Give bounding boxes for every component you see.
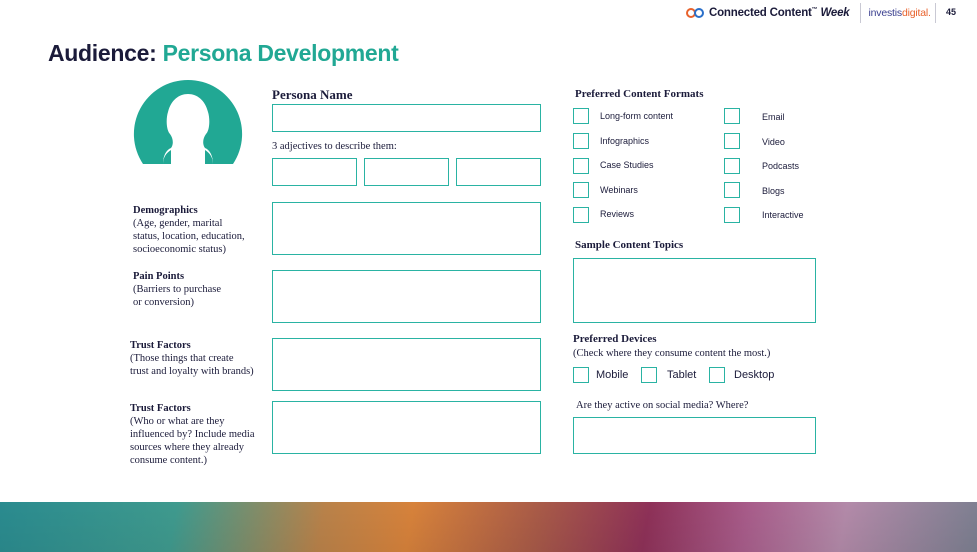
social-field[interactable] xyxy=(573,417,816,454)
checkbox-long-form[interactable] xyxy=(573,108,589,124)
brand-name: Connected Content™ Week xyxy=(709,7,850,19)
adjective-field-2[interactable] xyxy=(364,158,449,186)
trust-factors-label: Trust Factors (Those things that create trust and loyalty with brands) xyxy=(130,340,254,377)
option-infographics: Infographics xyxy=(600,136,650,146)
person-silhouette-icon xyxy=(133,78,243,170)
sample-topics-heading: Sample Content Topics xyxy=(575,239,684,251)
checkbox-reviews[interactable] xyxy=(573,207,589,223)
demographics-field[interactable] xyxy=(272,202,541,255)
device-mobile: Mobile xyxy=(596,369,629,381)
brand-logo xyxy=(686,7,850,19)
brand-divider xyxy=(860,3,861,23)
option-interactive: Interactive xyxy=(762,210,804,220)
checkbox-mobile[interactable] xyxy=(573,367,589,383)
option-long-form: Long-form content xyxy=(600,111,674,121)
adjective-field-1[interactable] xyxy=(272,158,357,186)
sample-topics-field[interactable] xyxy=(573,258,816,323)
checkbox-email[interactable] xyxy=(724,108,740,124)
checkbox-case-studies[interactable] xyxy=(573,158,589,174)
partner-logo: investisdigital. xyxy=(868,7,931,19)
persona-name-field[interactable] xyxy=(272,104,541,132)
option-podcasts: Podcasts xyxy=(762,161,800,171)
page-title: Audience: Persona Development xyxy=(48,40,399,66)
option-video: Video xyxy=(762,137,785,147)
checkbox-desktop[interactable] xyxy=(709,367,725,383)
adjectives-label: 3 adjectives to describe them: xyxy=(272,141,397,152)
devices-subheading: (Check where they consume content the most.) xyxy=(573,348,771,359)
influencers-field[interactable] xyxy=(272,401,541,454)
infinity-rings-icon xyxy=(686,7,706,19)
page-number-divider xyxy=(935,3,936,23)
option-blogs: Blogs xyxy=(762,186,785,196)
persona-name-label: Persona Name xyxy=(272,87,353,102)
footer-band-shade xyxy=(0,502,977,552)
checkbox-video[interactable] xyxy=(724,133,740,149)
trust-factors-field[interactable] xyxy=(272,338,541,391)
content-formats-heading: Preferred Content Formats xyxy=(575,88,704,100)
checkbox-podcasts[interactable] xyxy=(724,158,740,174)
checkbox-interactive[interactable] xyxy=(724,207,740,223)
devices-heading: Preferred Devices xyxy=(573,333,657,345)
device-tablet: Tablet xyxy=(667,369,697,381)
brand-lockup xyxy=(686,6,931,20)
checkbox-webinars[interactable] xyxy=(573,182,589,198)
option-email: Email xyxy=(762,112,785,122)
adjective-field-3[interactable] xyxy=(456,158,541,186)
checkbox-infographics[interactable] xyxy=(573,133,589,149)
option-reviews: Reviews xyxy=(600,209,635,219)
option-webinars: Webinars xyxy=(600,185,638,195)
option-case-studies: Case Studies xyxy=(600,160,654,170)
social-question: Are they active on social media? Where? xyxy=(576,400,749,411)
checkbox-blogs[interactable] xyxy=(724,182,740,198)
checkbox-tablet[interactable] xyxy=(641,367,657,383)
pain-points-label: Pain Points (Barriers to purchase or conversion) xyxy=(133,271,222,308)
page-number: 45 xyxy=(946,7,957,17)
influencers-label: Trust Factors (Who or what are they influenced by? Include media sources where they already consume content.) xyxy=(130,403,255,466)
device-desktop: Desktop xyxy=(734,369,775,381)
demographics-label: Demographics (Age, gender, marital status, location, education, socioeconomic status) xyxy=(133,205,245,255)
pain-points-field[interactable] xyxy=(272,270,541,323)
